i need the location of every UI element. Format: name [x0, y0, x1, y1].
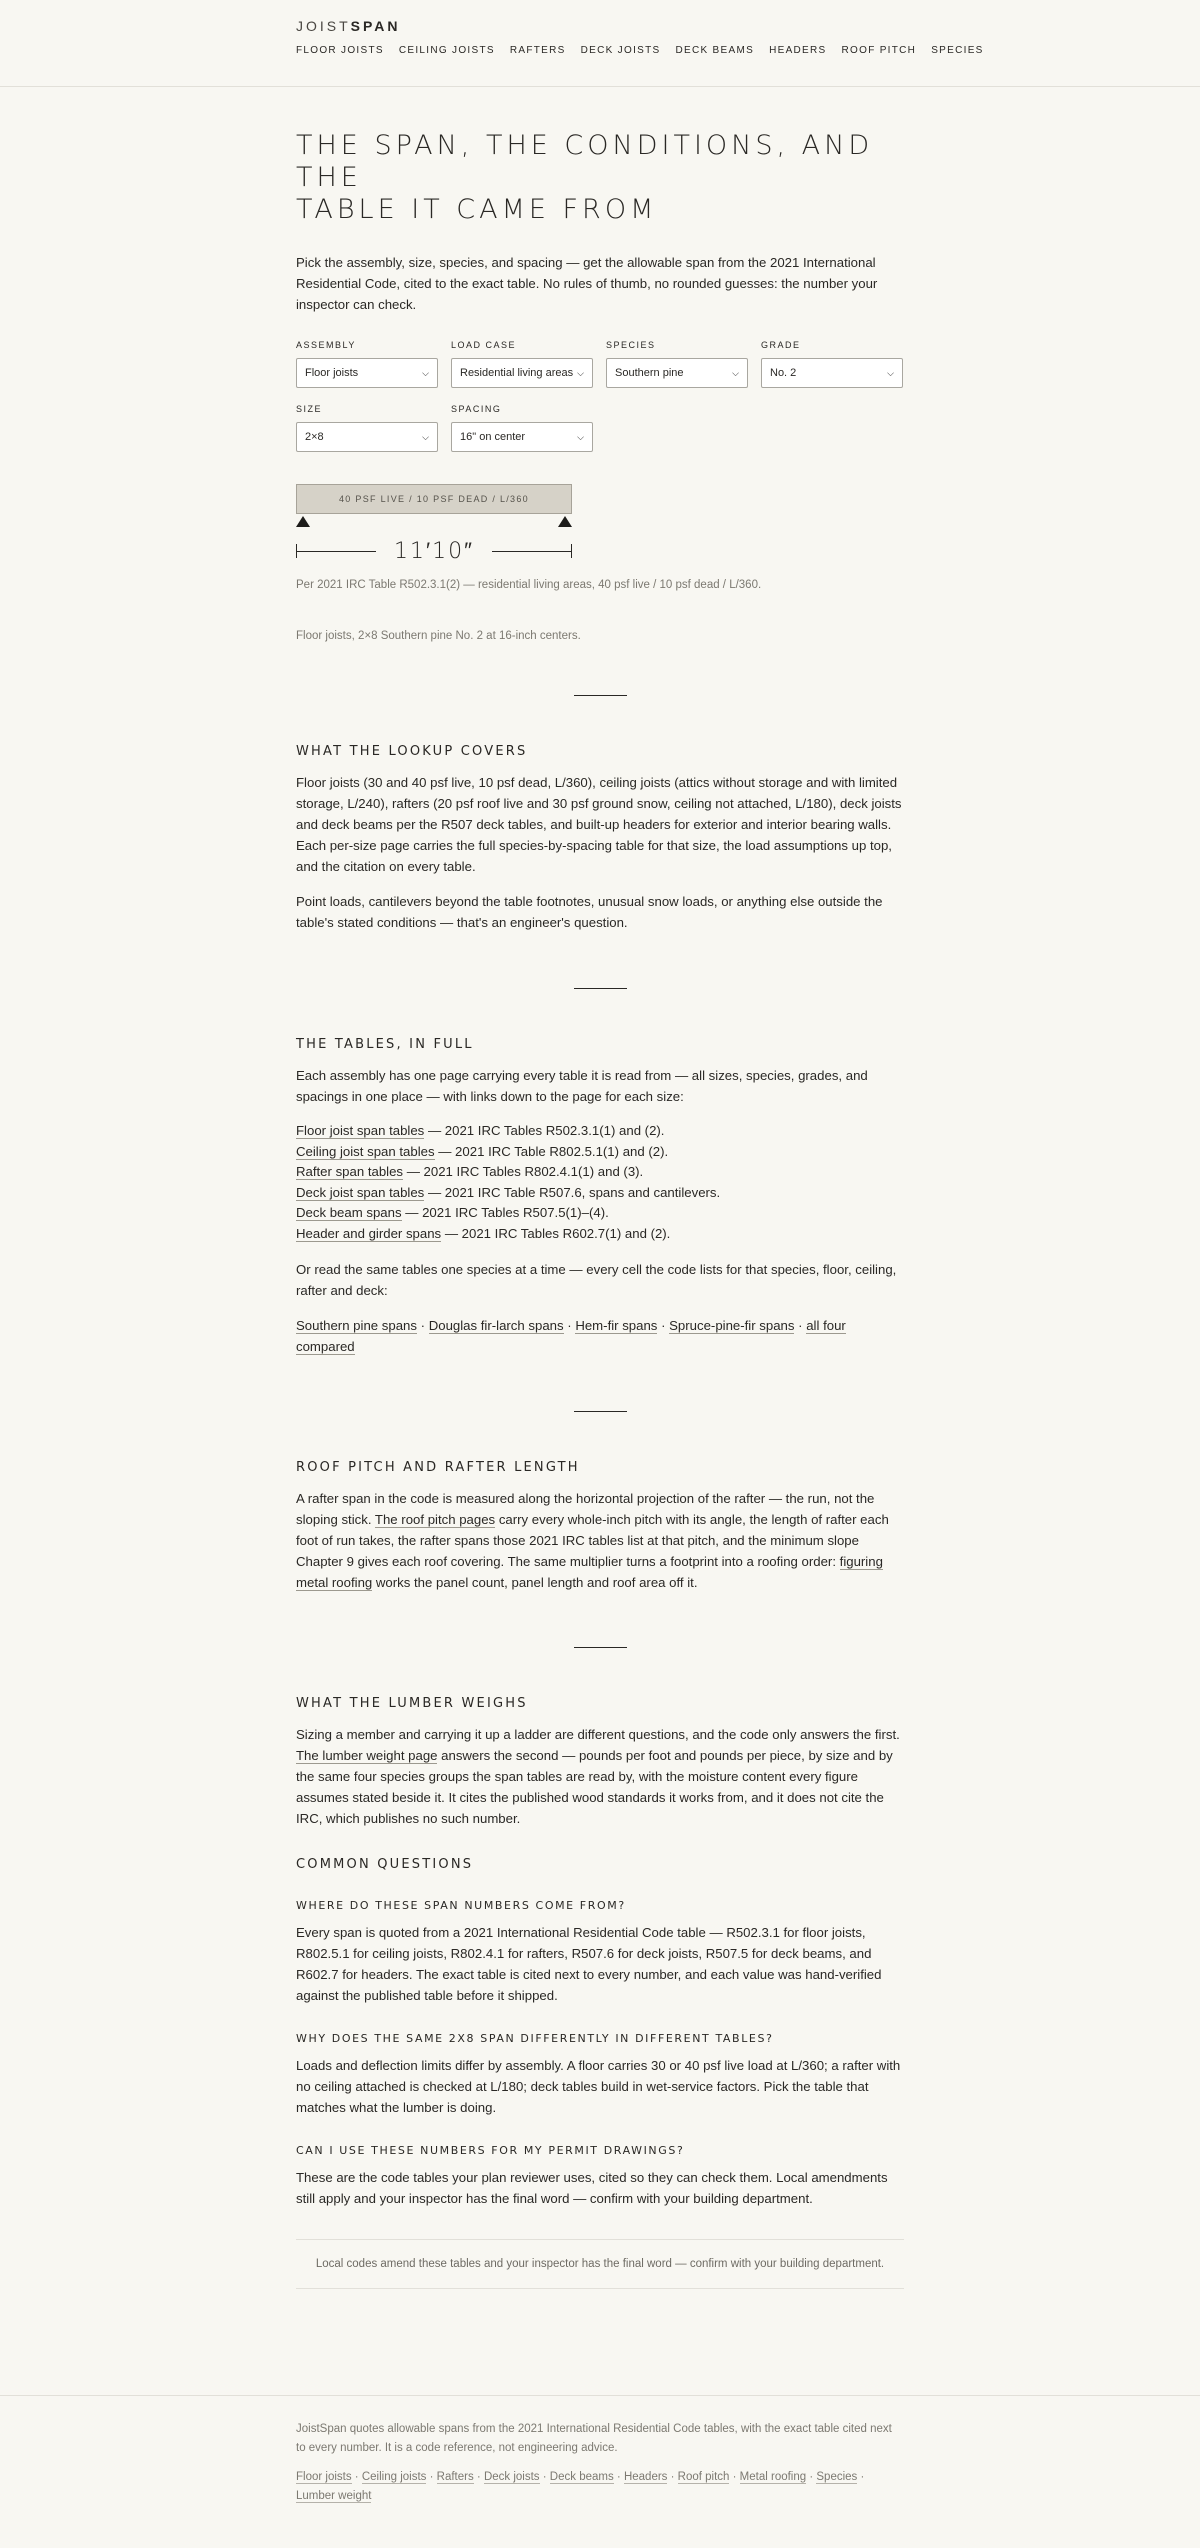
spruce-pine-fir-spans-link[interactable]: Spruce-pine-fir spans	[669, 1318, 795, 1333]
separator: ·	[794, 1318, 807, 1333]
species-intro: Or read the same tables one species at a time — every cell the code lists for that species, floor, ceiling, rafter and deck:	[296, 1262, 897, 1298]
pitch-heading: ROOF PITCH AND RAFTER LENGTH	[296, 1460, 580, 1475]
list-item-text: — 2021 IRC Table R802.5.1(1) and (2).	[434, 1143, 669, 1159]
weight-heading: WHAT THE LUMBER WEIGHS	[296, 1696, 528, 1711]
load-case-select[interactable]	[451, 358, 593, 388]
dimension-line-left	[297, 551, 376, 552]
span-value: 11′10″	[394, 539, 474, 564]
list-item-text: — 2021 IRC Table R507.6, spans and cantilevers.	[424, 1184, 721, 1200]
dimension-tick-right	[571, 544, 572, 558]
deck-joist-tables-link[interactable]: Deck joist span tables	[296, 1184, 425, 1200]
species-select[interactable]	[606, 358, 748, 388]
list-item	[296, 1162, 904, 1183]
southern-pine-spans-link[interactable]: Southern pine spans	[296, 1318, 417, 1333]
species-label: SPECIES	[606, 340, 656, 350]
footer-link-rafters[interactable]: Rafters	[436, 2471, 474, 2483]
page-title-line-2: TABLE IT CAME FROM	[296, 194, 658, 225]
chevron-down-icon: ⌵	[422, 431, 429, 442]
load-case-control	[451, 340, 593, 388]
header-girder-spans-link[interactable]: Header and girder spans	[296, 1225, 442, 1241]
span-citation: Per 2021 IRC Table R502.3.1(2) — residential living areas, 40 psf live / 10 psf dead / L/360.	[296, 579, 762, 591]
selection-summary: Floor joists, 2×8 Southern pine No. 2 at 16-inch centers.	[296, 630, 581, 642]
load-case-label: LOAD CASE	[451, 340, 517, 350]
footer-links	[296, 2468, 904, 2506]
separator: ·	[473, 2471, 484, 2483]
faq-question: WHERE DO THESE SPAN NUMBERS COME FROM?	[296, 1899, 626, 1912]
separator: ·	[539, 2471, 550, 2483]
grade-control	[761, 340, 903, 388]
separator: ·	[857, 2471, 865, 2483]
faq-item	[296, 2144, 904, 2209]
metal-roofing-link[interactable]: figuring metal roofing	[296, 1554, 883, 1590]
nav-species[interactable]: SPECIES	[931, 45, 984, 56]
separator: ·	[657, 1318, 670, 1333]
spacing-control	[451, 404, 593, 452]
chevron-down-icon: ⌵	[887, 367, 894, 378]
tables-intro: Each assembly has one page carrying every table it is read from — all sizes, species, grades, and spacings in one place — with links down to the page for each size:	[296, 1068, 868, 1104]
separator: ·	[426, 2471, 437, 2483]
footer-link-floor-joists[interactable]: Floor joists	[296, 2471, 352, 2483]
separator: ·	[613, 2471, 624, 2483]
nav-roof-pitch[interactable]: ROOF PITCH	[841, 45, 917, 56]
size-select[interactable]	[296, 422, 438, 452]
weight-text-2: answers the second — pounds per foot and pounds per piece, by size and by the same four species groups the span tables are read by, with the moisture content every figure assumes stated beside it. It cites the published wood standards it works from, and it does not cite the IRC, which publishes no such number.	[296, 1748, 893, 1826]
footer-link-metal-roofing[interactable]: Metal roofing	[739, 2471, 807, 2483]
local-codes-note: Local codes amend these tables and your inspector has the final word — confirm with your building department.	[296, 2239, 904, 2289]
footer-link-deck-beams[interactable]: Deck beams	[549, 2471, 614, 2483]
footer-text: JoistSpan quotes allowable spans from the 2021 International Residential Code tables, with the exact table cited next to every number. It is a code reference, not engineering advice.	[296, 2423, 892, 2454]
logo-light-text: JOIST	[296, 18, 351, 34]
list-item	[296, 1203, 904, 1224]
covers-heading: WHAT THE LOOKUP COVERS	[296, 744, 528, 759]
faq-item	[296, 2032, 904, 2118]
grade-select[interactable]	[761, 358, 903, 388]
tables-heading: THE TABLES, IN FULL	[296, 1037, 474, 1052]
floor-joist-tables-link[interactable]: Floor joist span tables	[296, 1123, 425, 1138]
weight-text-1: Sizing a member and carrying it up a ladder are different questions, and the code only answers the first.	[296, 1727, 900, 1742]
nav-deck-beams[interactable]: DECK BEAMS	[675, 45, 755, 56]
covers-paragraph-1: Floor joists (30 and 40 psf live, 10 psf dead, L/360), ceiling joists (attics without storage and with limited storage, L/240), rafters (20 psf roof live and 30 psf ground snow, ceiling not attached, L/180), deck joists and deck beams per the R507 deck tables, and built-up headers for exterior and interior bearing walls. Each per-size page carries the full species-by-spacing table for that size, the load assumptions up top, and the citation on every table.	[296, 775, 902, 874]
faq-answer: Loads and deflection limits differ by assembly. A floor carries 30 or 40 psf live load at L/360; a rafter with no ceiling attached is checked at L/180; deck tables build in wet-service factors. Pick the table that matches what the lumber is doing.	[296, 2058, 901, 2115]
separator: ·	[806, 2471, 817, 2483]
pitch-section	[296, 1460, 904, 1593]
footer-link-species[interactable]: Species	[816, 2471, 858, 2483]
site-logo[interactable]	[296, 0, 904, 45]
section-divider	[574, 695, 627, 696]
section-divider	[574, 988, 627, 989]
roof-pitch-pages-link[interactable]: The roof pitch pages	[374, 1512, 496, 1527]
nav-deck-joists[interactable]: DECK JOISTS	[580, 45, 661, 56]
pitch-text-3: works the panel count, panel length and roof area off it.	[372, 1575, 698, 1590]
deck-beam-spans-link[interactable]: Deck beam spans	[296, 1205, 402, 1220]
chevron-down-icon: ⌵	[577, 367, 584, 378]
faq-question: CAN I USE THESE NUMBERS FOR MY PERMIT DRAWINGS?	[296, 2144, 685, 2157]
nav-headers[interactable]: HEADERS	[769, 45, 827, 56]
assembly-label: ASSEMBLY	[296, 340, 356, 350]
list-item	[296, 1183, 904, 1204]
chevron-down-icon: ⌵	[422, 367, 429, 378]
species-control	[606, 340, 748, 388]
weight-section	[296, 1696, 904, 1829]
covers-section	[296, 744, 904, 933]
weight-paragraph	[296, 1724, 904, 1829]
footer-link-headers[interactable]: Headers	[623, 2471, 668, 2483]
assembly-value: Floor joists	[305, 367, 359, 379]
separator: ·	[729, 2471, 740, 2483]
faq-heading: COMMON QUESTIONS	[296, 1857, 474, 1872]
list-item	[296, 1121, 904, 1142]
spacing-select[interactable]	[451, 422, 593, 452]
beam-diagram	[296, 484, 572, 526]
rafter-tables-link[interactable]: Rafter span tables	[296, 1164, 404, 1179]
size-control	[296, 404, 438, 452]
span-calculator-controls	[296, 340, 904, 452]
logo-bold-text: SPAN	[350, 18, 401, 34]
size-label: SIZE	[296, 404, 323, 414]
left-support-icon	[296, 516, 310, 527]
footer-link-lumber-weight[interactable]: Lumber weight	[296, 2490, 372, 2502]
faq-answer: Every span is quoted from a 2021 International Residential Code table — R502.3.1 for floor joists, R802.5.1 for ceiling joists, R802.4.1 for rafters, R507.6 for deck joists, R507.5 for deck beams, and R602.7 for headers. The exact table is cited next to every number, and each value was hand-verified against the published table before it shipped.	[296, 1925, 882, 2003]
size-value: 2×8	[305, 431, 324, 443]
pitch-text-1: A rafter span in the code is measured along the horizontal projection of the rafter — the run, not the sloping stick.	[296, 1491, 875, 1527]
grade-label: GRADE	[761, 340, 801, 350]
site-footer	[0, 2395, 1200, 2548]
separator: ·	[667, 2471, 678, 2483]
section-divider	[574, 1647, 627, 1648]
hem-fir-spans-link[interactable]: Hem-fir spans	[575, 1318, 658, 1333]
chevron-down-icon: ⌵	[732, 367, 739, 378]
grade-value: No. 2	[770, 367, 797, 379]
dimension-line-right	[492, 551, 571, 552]
intro-text: Pick the assembly, size, species, and spacing — get the allowable span from the 2021 International Residential Code, cited to the exact table. No rules of thumb, no rounded guesses: the number your inspector can check.	[296, 255, 878, 312]
pitch-paragraph	[296, 1488, 904, 1593]
list-item	[296, 1142, 904, 1163]
pitch-text-2: carry every whole-inch pitch with its angle, the length of rafter each foot of run takes, the rafter spans those 2021 IRC tables list at that pitch, and the minimum slope Chapter 9 gives each roof covering. The same multiplier turns a footprint into a roofing order:	[296, 1512, 889, 1569]
right-support-icon	[558, 516, 572, 527]
page-title-line-1: THE SPAN, THE CONDITIONS, AND THE	[296, 130, 874, 193]
ceiling-joist-tables-link[interactable]: Ceiling joist span tables	[296, 1143, 435, 1159]
chevron-down-icon: ⌵	[577, 431, 584, 442]
assembly-control	[296, 340, 438, 388]
list-item-text: — 2021 IRC Tables R602.7(1) and (2).	[441, 1225, 671, 1241]
tables-list	[296, 1121, 904, 1244]
nav-rafters[interactable]: RAFTERS	[509, 45, 566, 56]
faq-question: WHY DOES THE SAME 2X8 SPAN DIFFERENTLY IN DIFFERENT TABLES?	[296, 2032, 774, 2045]
beam-bar: 40 PSF LIVE / 10 PSF DEAD / L/360	[296, 484, 572, 514]
span-dimension	[296, 538, 572, 564]
list-item-text: — 2021 IRC Tables R507.5(1)–(4).	[401, 1205, 609, 1220]
douglas-fir-larch-spans-link[interactable]: Douglas fir-larch spans	[428, 1318, 564, 1333]
load-case-value: Residential living areas	[460, 367, 574, 379]
main-nav	[296, 45, 984, 56]
list-item-text: — 2021 IRC Tables R502.3.1(1) and (2).	[424, 1123, 665, 1138]
spacing-value: 16" on center	[460, 431, 526, 443]
species-links	[296, 1315, 904, 1357]
spacing-label: SPACING	[451, 404, 502, 414]
covers-paragraph-2: Point loads, cantilevers beyond the table footnotes, unusual snow loads, or anything else outside the table's stated conditions — that's an engineer's question.	[296, 894, 883, 930]
faq-item	[296, 1899, 904, 2006]
list-item	[296, 1224, 904, 1245]
separator: ·	[351, 2471, 362, 2483]
lumber-weight-link[interactable]: The lumber weight page	[296, 1748, 438, 1763]
all-four-compared-link[interactable]: all four compared	[296, 1318, 846, 1354]
faq-answer: These are the code tables your plan reviewer uses, cited so they can check them. Local amendments still apply and your inspector has the final word — confirm with your building department.	[296, 2170, 888, 2206]
nav-floor-joists[interactable]: FLOOR JOISTS	[296, 45, 384, 56]
footer-link-roof-pitch[interactable]: Roof pitch	[677, 2471, 730, 2483]
site-header	[0, 0, 1200, 87]
footer-link-deck-joists[interactable]: Deck joists	[483, 2471, 540, 2483]
faq-section	[296, 1857, 904, 2209]
main-content	[296, 130, 904, 2289]
page-title	[296, 130, 904, 226]
footer-link-ceiling-joists[interactable]: Ceiling joists	[361, 2471, 427, 2483]
species-value: Southern pine	[615, 367, 684, 379]
list-item-text: — 2021 IRC Tables R802.4.1(1) and (3).	[403, 1164, 644, 1179]
section-divider	[574, 1411, 627, 1412]
separator: ·	[563, 1318, 576, 1333]
nav-ceiling-joists[interactable]: CEILING JOISTS	[398, 45, 495, 56]
separator: ·	[416, 1318, 429, 1333]
assembly-select[interactable]	[296, 358, 438, 388]
tables-section	[296, 1037, 904, 1357]
